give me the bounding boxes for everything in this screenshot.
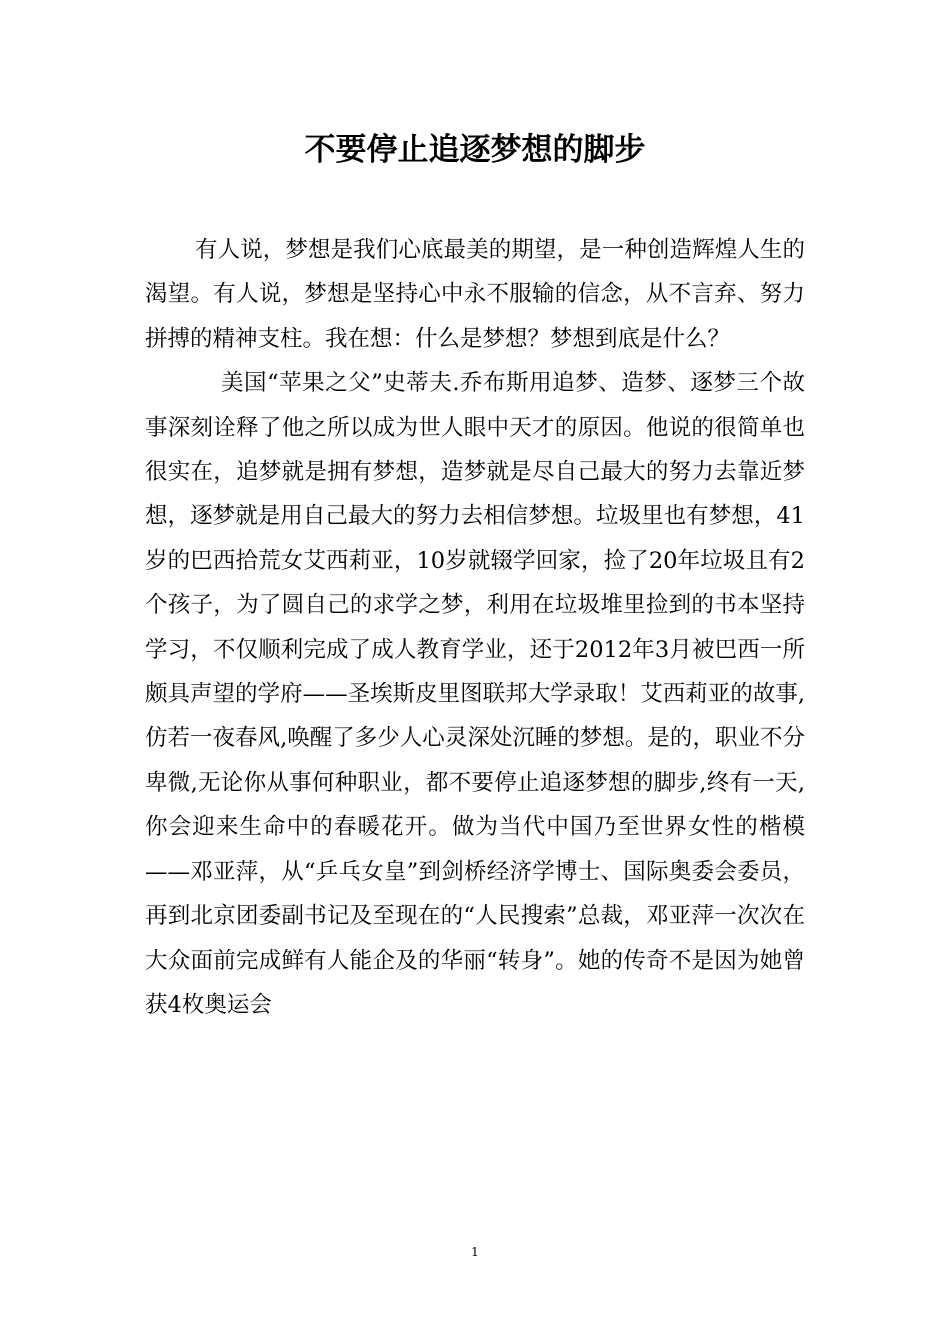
document-title: 不要停止追逐梦想的脚步: [304, 132, 646, 168]
document-body: [145, 228, 805, 1027]
paragraph: 有人说，梦想是我们心底最美的期望，是一种创造辉煌人生的渴望。有人说，梦想是坚持心中永不服输的信念，从不言弃、努力拼搏的精神支柱。我在想：什么是梦想？梦想到底是什么？: [145, 237, 805, 352]
page-number: 1: [471, 1245, 479, 1259]
paragraph: 美国“苹果之父”史蒂夫.乔布斯用追梦、造梦、逐梦三个故事深刻诠释了他之所以成为世人眼中天才的原因。他说的很简单也很实在，追梦就是拥有梦想，造梦就是尽自己最大的努力去靠近梦想，逐梦就是用自己最大的努力去相信梦想。垃圾里也有梦想，41岁的巴西拾荒女艾西莉亚，10岁就辍学回家，捡了20年垃圾且有2个孩子，为了圆自己的求学之梦，利用在垃圾堆里捡到的书本坚持学习，不仅顺利完成了成人教育学业，还于2012年3月被巴西一所颇具声望的学府——圣埃斯皮里图联邦大学录取！艾西莉亚的故事,仿若一夜春风,唤醒了多少人心灵深处沉睡的梦想。是的，职业不分卑微,无论你从事何种职业，都不要停止追逐梦想的脚步,终有一天,你会迎来生命中的春暖花开。做为当代中国乃至世界女性的楷模——邓亚萍，从“乒乓女皇”到剑桥经济学博士、国际奥委会委员，再到北京团委副书记及至现在的“人民搜索”总裁，邓亚萍一次次在大众面前完成鲜有人能企及的华丽“转身”。她的传奇不是因为她曾获4枚奥运会: [145, 370, 805, 1018]
